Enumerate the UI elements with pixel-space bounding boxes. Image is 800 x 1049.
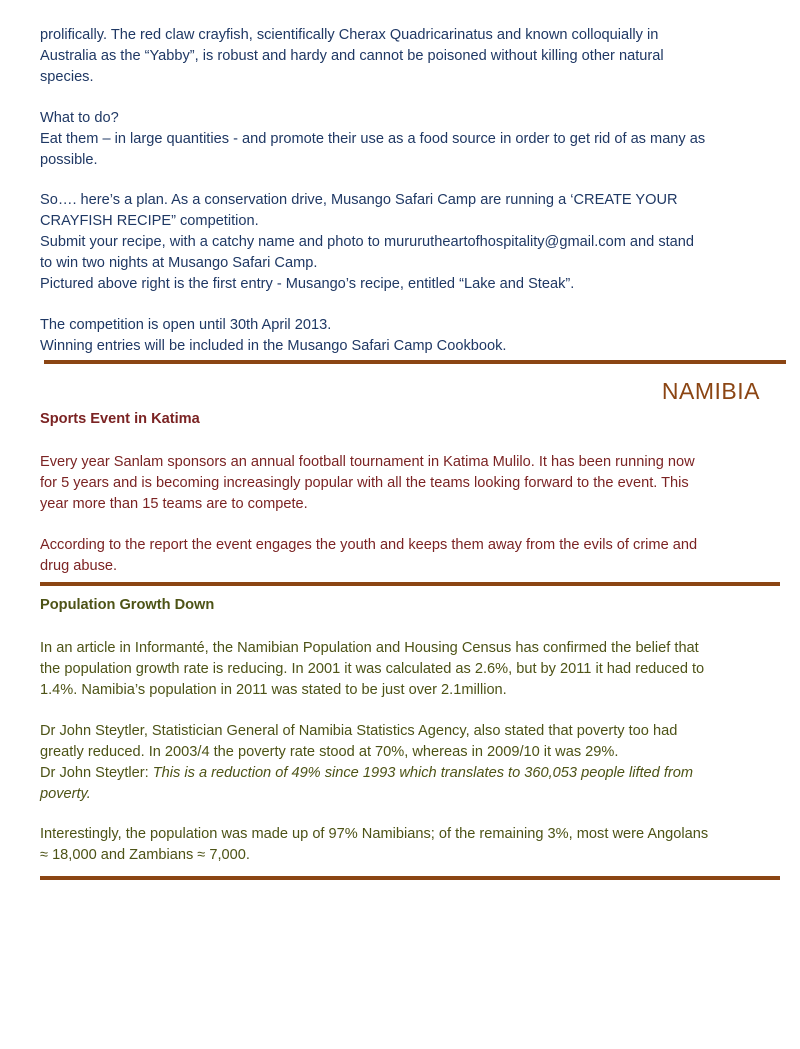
population-line: Dr John Steytler, Statistician General of Namibia Statistics Agency, also stated that poverty too had — [40, 723, 678, 739]
plan-line: So…. here’s a plan. As a conservation drive, Musango Safari Camp are running a ‘CREATE YOUR — [40, 192, 678, 208]
intro-line: Australia as the “Yabby”, is robust and hardy and cannot be poisoned without killing other natural — [40, 48, 664, 64]
plan-line: CRAYFISH RECIPE” competition. — [40, 213, 259, 229]
what-to-do-question: What to do? — [40, 110, 119, 126]
quote-text: This is a reduction of 49% since 1993 which translates to 360,053 people lifted from — [152, 765, 694, 781]
sports-line: year more than 15 teams are to compete. — [40, 496, 308, 512]
intro-paragraph — [40, 25, 768, 88]
sports-heading: Sports Event in Katima — [40, 411, 200, 427]
section-divider — [44, 360, 786, 364]
sports-line: drug abuse. — [40, 558, 118, 574]
what-to-do-paragraph — [40, 108, 768, 171]
population-line: Interestingly, the population was made up of 97% Namibians; of the remaining 3%, most were Angolans — [40, 826, 709, 842]
competition-line: Winning entries will be included in the Musango Safari Camp Cookbook. — [40, 338, 507, 354]
quote-line — [40, 763, 768, 784]
section-divider — [40, 876, 780, 880]
competition-line: The competition is open until 30th April 2013. — [40, 317, 332, 333]
section-divider — [40, 582, 780, 586]
sports-line: for 5 years and is becoming increasingly popular with all the teams looking forward to the event. This — [40, 475, 689, 491]
quote-speaker: Dr John Steytler: — [40, 765, 153, 781]
population-line: the population growth rate is reducing. In 2001 it was calculated as 2.6%, but by 2011 it had reduced to — [40, 661, 705, 677]
intro-line: prolifically. The red claw crayfish, scientifically Cherax Quadricarinatus and known colloquially in — [40, 27, 659, 43]
section-country-title: NAMIBIA — [661, 378, 760, 404]
what-to-do-line: possible. — [40, 152, 98, 168]
population-line: 1.4%. Namibia’s population in 2011 was stated to be just over 2.1million. — [40, 682, 507, 698]
quote-text: poverty. — [40, 786, 91, 802]
population-paragraph-3 — [40, 824, 768, 866]
sports-line: Every year Sanlam sponsors an annual football tournament in Katima Mulilo. It has been running now — [40, 454, 695, 470]
plan-paragraph — [40, 190, 768, 295]
intro-line: species. — [40, 69, 94, 85]
plan-line: Pictured above right is the first entry - Musango’s recipe, entitled “Lake and Steak”. — [40, 276, 575, 292]
competition-paragraph — [40, 315, 768, 357]
population-line: In an article in Informanté, the Namibian Population and Housing Census has confirmed the belief that — [40, 640, 699, 656]
what-to-do-line: Eat them – in large quantities - and promote their use as a food source in order to get rid of as many as — [40, 131, 706, 147]
population-line: ≈ 18,000 and Zambians ≈ 7,000. — [40, 847, 250, 863]
sports-line: According to the report the event engages the youth and keeps them away from the evils of crime and — [40, 537, 698, 553]
population-paragraph-2 — [40, 721, 768, 805]
plan-line: to win two nights at Musango Safari Camp. — [40, 255, 318, 271]
population-paragraph-1 — [40, 638, 768, 701]
sports-paragraph-1 — [40, 452, 768, 515]
quote-line — [40, 784, 768, 805]
population-line: greatly reduced. In 2003/4 the poverty rate stood at 70%, whereas in 2009/10 it was 29%. — [40, 744, 619, 760]
plan-line: Submit your recipe, with a catchy name and photo to mururutheartofhospitality@gmail.com and stand — [40, 234, 695, 250]
sports-paragraph-2 — [40, 535, 768, 577]
population-heading: Population Growth Down — [40, 597, 215, 613]
